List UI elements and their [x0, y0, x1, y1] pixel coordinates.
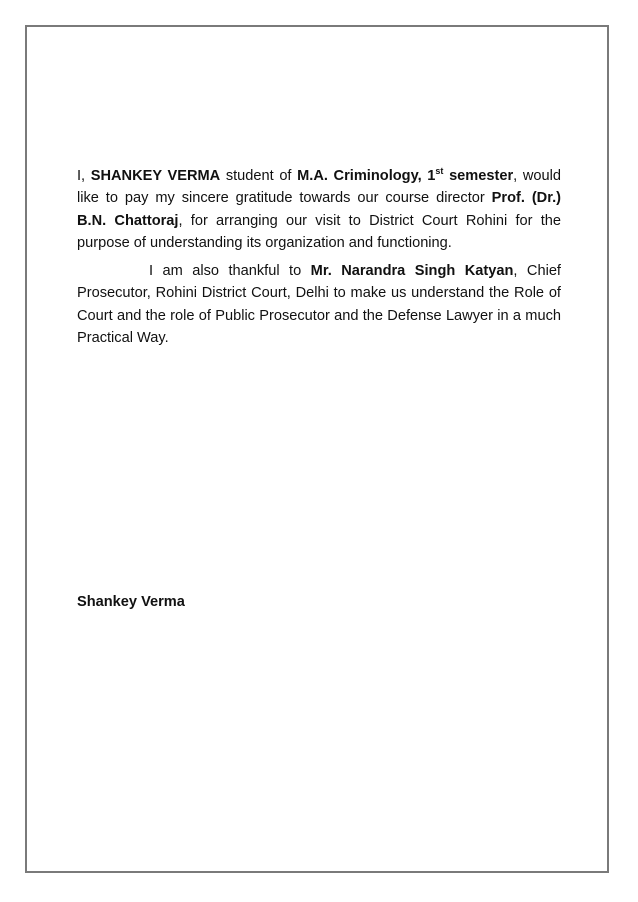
page-border	[25, 25, 609, 873]
ordinal-suffix: st	[435, 166, 444, 176]
course-director-name: Prof. (Dr.) B.N. Chattoraj	[77, 190, 562, 229]
prosecutor-name: Mr. Narandra Singh Katyan	[310, 263, 514, 280]
text-segment: I,	[77, 168, 91, 184]
course-name: M.A. Criminology, 1st semester	[297, 166, 514, 184]
text-segment: I am also thankful to	[149, 263, 311, 280]
acknowledgement-body	[77, 165, 561, 349]
text-segment: student of	[220, 168, 298, 184]
text-segment: , Chief Prosecutor, Rohini District Court, Delhi to make us understand the Role of Court and the role of Public Prosecutor and the Defense Lawyer in a much Practical Way.	[77, 263, 561, 347]
gratitude-paragraph	[77, 165, 561, 254]
thanks-paragraph	[77, 260, 561, 349]
student-name: SHANKEY VERMA	[90, 168, 221, 184]
text-segment: , would like to pay my sincere gratitude towards our course director	[77, 168, 561, 207]
text-segment: , for arranging our visit to District Court Rohini for the purpose of understanding its organization and functioning.	[77, 212, 561, 251]
signature-name: Shankey Verma	[77, 594, 185, 610]
